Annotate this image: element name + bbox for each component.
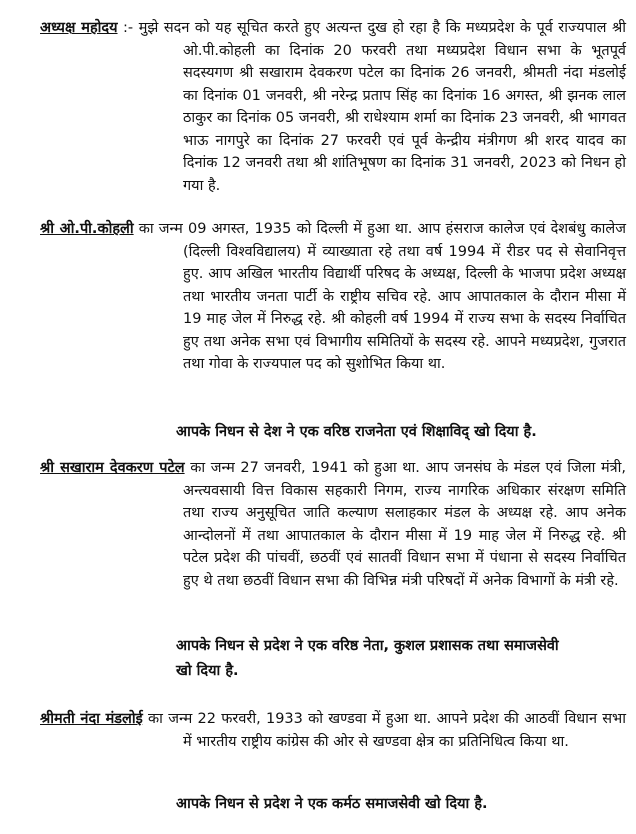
tribute-line: आपके निधन से देश ने एक वरिष्ठ राजनेता एवं शिक्षाविद् खो दिया है. xyxy=(176,424,537,440)
tribute-line: आपके निधन से प्रदेश ने एक वरिष्ठ नेता, कुशल प्रशासक तथा समाजसेवी xyxy=(176,638,559,654)
obituary-kohli xyxy=(40,218,626,376)
obituary-text: का जन्म 22 फरवरी, 1933 को खण्डवा में हुआ था. आपने प्रदेश की आठवीं विधान सभा में भारतीय राष्ट्रीय कांग्रेस की ओर से खण्डवा क्षेत्र का प्रतिनिधित्व किया था. xyxy=(148,711,627,750)
tribute-patel xyxy=(176,634,616,684)
intro-text: मुझे सदन को यह सूचित करते हुए अत्यन्त दुख हो रहा है कि मध्यप्रदेश के पूर्व राज्यपाल श्री ओ.पी.कोहली का दिनांक 20 फरवरी तथा मध्यप्रदेश विधान सभा के भूतपूर्व सदस्यगण श्री सखाराम देवकरण पटेल का दिनांक 26 जनवरी, श्रीमती नंदा मंडलोई का दिनांक 01 जनवरी, श्री नरेन्द्र प्रताप सिंह का दिनांक 16 अगस्त, श्री झनक लाल ठाकुर का दिनांक 05 जनवरी, श्री राधेश्याम शर्मा का दिनांक 23 जनवरी, श्री भागवत भाऊ नागपुरे का दिनांक 27 फरवरी एवं पूर्व केन्द्रीय मंत्रीगण श्री शरद यादव का दिनांक 12 जनवरी तथा श्री शांतिभूषण का दिनांक 31 जनवरी, 2023 को निधन हो गया है. xyxy=(138,20,627,194)
obituary-name: श्री ओ.पी.कोहली xyxy=(40,221,134,237)
obituary-patel xyxy=(40,457,626,592)
tribute-line: आपके निधन से प्रदेश ने एक कर्मठ समाजसेवी खो दिया है. xyxy=(176,796,488,812)
tribute-mandloi xyxy=(176,792,616,817)
speaker-title: अध्यक्ष महोदय xyxy=(40,20,118,36)
tribute-line-2: खो दिया है. xyxy=(176,663,239,679)
intro-paragraph xyxy=(40,17,626,197)
obituary-mandloi xyxy=(40,708,626,753)
speaker-separator: :- xyxy=(123,20,134,36)
obituary-name: श्री सखाराम देवकरण पटेल xyxy=(40,460,185,476)
obituary-text: का जन्म 09 अगस्त, 1935 को दिल्ली में हुआ था. आप हंसराज कालेज एवं देशबंधु कालेज (दिल्ली विश्वविद्यालय) में व्याख्याता रहे तथा वर्ष 1994 में रीडर पद से सेवानिवृत्त हुए. आप अखिल भारतीय विद्यार्थी परिषद के अध्यक्ष, दिल्ली के भाजपा प्रदेश अध्यक्ष तथा भारतीय जनता पार्टी के राष्ट्रीय सचिव रहे. आप आपातकाल के दौरान मीसा में 19 माह जेल में निरुद्ध रहे. श्री कोहली वर्ष 1994 में राज्य सभा के सदस्य निर्वाचित हुए तथा अनेक सभा एवं विभागीय समितियों के सदस्य रहे. आपने मध्यप्रदेश, गुजरात तथा गोवा के राज्यपाल पद को सुशोभित किया था. xyxy=(138,221,626,372)
obituary-text: का जन्म 27 जनवरी, 1941 को हुआ था. आप जनसंघ के मंडल एवं जिला मंत्री, अन्त्यवसायी वित्त विकास सहकारी निगम, राज्य नागरिक अधिकार संरक्षण समिति तथा राज्य अनुसूचित जाति कल्याण सलाहकार मंडल के अध्यक्ष रहे. आप अनेक आन्दोलनों में तथा आपातकाल के दौरान मीसा में 19 माह जेल में निरुद्ध रहे. श्री पटेल प्रदेश की पांचवीं, छठवीं एवं सातवीं विधान सभा में पंधाना से सदस्य निर्वाचित हुए थे तथा छठवीं विधान सभा की विभिन्न मंत्री परिषदों में अनेक विभागों के मंत्री रहे. xyxy=(183,460,626,589)
obituary-name: श्रीमती नंदा मंडलोई xyxy=(40,711,143,727)
tribute-kohli xyxy=(176,420,616,445)
